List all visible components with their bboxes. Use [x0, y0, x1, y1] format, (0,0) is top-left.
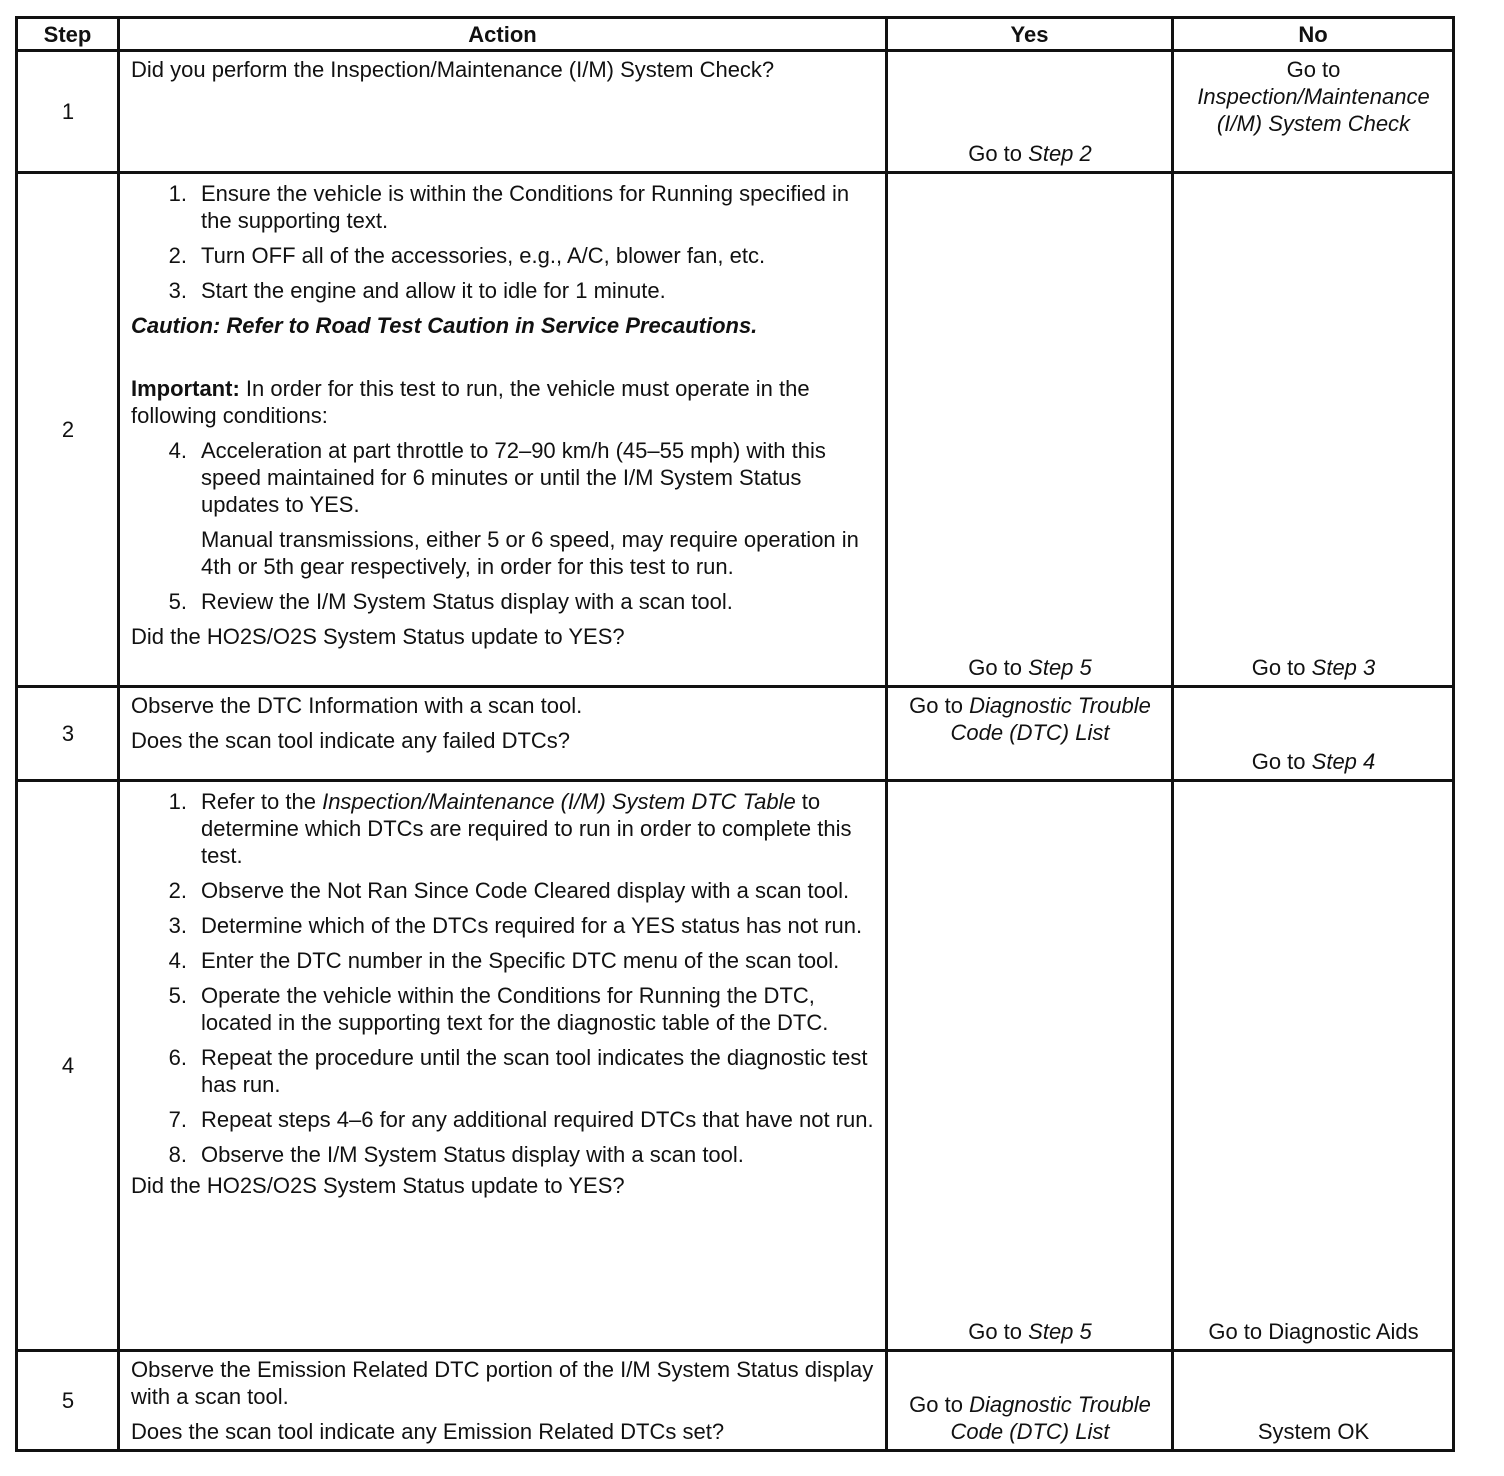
yes-link[interactable]: Step 2 — [1028, 141, 1092, 166]
step-number: 1 — [17, 51, 119, 173]
no-link[interactable]: Step 3 — [1311, 655, 1376, 680]
yes-cell — [887, 173, 1173, 687]
question: Does the scan tool indicate any failed DTCs? — [131, 728, 571, 753]
list-item: 2. Observe the Not Ran Since Code Cleared display with a scan tool. — [168, 878, 850, 903]
header-row — [17, 18, 1454, 51]
no-link[interactable]: Inspection/Maintenance (I/M) System Check — [1197, 84, 1430, 136]
list-item: 5. Review the I/M System Status display with a scan tool. — [168, 589, 733, 614]
yes-link[interactable]: Step 5 — [1028, 1319, 1092, 1344]
procedure-list — [131, 180, 875, 304]
header-yes: Yes — [887, 18, 1173, 51]
table-row-step-4 — [17, 781, 1454, 1351]
no-link[interactable]: Go to Diagnostic Aids — [1208, 1319, 1419, 1344]
header-step: Step — [17, 18, 119, 51]
step-number: 5 — [17, 1351, 119, 1451]
no-cell — [1173, 173, 1454, 687]
table-row-step-1 — [17, 51, 1454, 173]
no-cell — [1173, 687, 1454, 781]
action-cell — [119, 1351, 887, 1451]
action-cell — [119, 51, 887, 173]
diagnostic-table — [15, 16, 1455, 1452]
table-row-step-2 — [17, 173, 1454, 687]
yes-cell — [887, 51, 1173, 173]
list-item: 3. Start the engine and allow it to idle for 1 minute. — [168, 278, 666, 303]
action-cell — [119, 687, 887, 781]
list-item: 4. Enter the DTC number in the Specific DTC menu of the scan tool. — [168, 948, 840, 973]
list-item: 8. Observe the I/M System Status display with a scan tool. — [168, 1142, 744, 1167]
list-item: 3. Determine which of the DTCs required for a YES status has not run. — [168, 913, 863, 938]
header-no: No — [1173, 18, 1454, 51]
yes-cell — [887, 781, 1173, 1351]
list-item: 7. Repeat steps 4–6 for any additional required DTCs that have not run. — [168, 1107, 874, 1132]
question: Did the HO2S/O2S System Status update to YES? — [131, 624, 625, 649]
no-prefix: Go to — [1251, 655, 1306, 680]
caution-note: Caution: Refer to Road Test Caution in Service Precautions. — [131, 313, 758, 338]
no-cell — [1173, 51, 1454, 173]
no-result: System OK — [1257, 1419, 1370, 1444]
yes-prefix: Go to — [968, 655, 1023, 680]
table-row-step-3 — [17, 687, 1454, 781]
list-item: 2. Turn OFF all of the accessories, e.g., A/C, blower fan, etc. — [168, 243, 766, 268]
important-note: Important: In order for this test to run, the vehicle must operate in the following conditions: — [131, 376, 810, 428]
yes-link[interactable]: Diagnostic Trouble Code (DTC) List — [950, 1392, 1151, 1444]
yes-prefix: Go to — [909, 693, 963, 718]
yes-prefix: Go to — [909, 1392, 963, 1417]
step-number: 3 — [17, 687, 119, 781]
yes-link[interactable]: Step 5 — [1028, 655, 1092, 680]
question: Does the scan tool indicate any Emission Related DTCs set? — [131, 1419, 725, 1444]
instruction: Observe the DTC Information with a scan tool. — [131, 693, 583, 718]
yes-prefix: Go to — [968, 141, 1023, 166]
procedure-list — [131, 588, 875, 615]
yes-cell — [887, 687, 1173, 781]
header-action: Action — [119, 18, 887, 51]
yes-cell — [887, 1351, 1173, 1451]
question: Did you perform the Inspection/Maintenance (I/M) System Check? — [131, 57, 775, 82]
transmission-note: Manual transmissions, either 5 or 6 speed, may require operation in 4th or 5th gear respectively, in order for this test to run. — [201, 527, 859, 579]
list-item: 5. Operate the vehicle within the Conditions for Running the DTC, located in the supporting text for the diagnostic table of the DTC. — [168, 983, 829, 1035]
instruction: Observe the Emission Related DTC portion of the I/M System Status display with a scan tool. — [131, 1357, 874, 1409]
list-item: 4. Acceleration at part throttle to 72–90 km/h (45–55 mph) with this speed maintained for 6 minutes or until the I/M System Status updates to YES. — [168, 438, 826, 517]
procedure-list — [131, 437, 875, 518]
table-row-step-5 — [17, 1351, 1454, 1451]
list-item: 1. Refer to the Inspection/Maintenance (I/M) System DTC Table to determine which DTCs are required to run in order to complete this test. — [168, 789, 852, 868]
action-cell — [119, 173, 887, 687]
no-prefix: Go to — [1251, 749, 1306, 774]
no-link[interactable]: Step 4 — [1311, 749, 1376, 774]
list-item: 6. Repeat the procedure until the scan tool indicates the diagnostic test has run. — [168, 1045, 868, 1097]
list-item: 1. Ensure the vehicle is within the Conditions for Running specified in the supporting text. — [168, 181, 850, 233]
step-number: 2 — [17, 173, 119, 687]
dtc-table-link[interactable]: Inspection/Maintenance (I/M) System DTC Table — [322, 789, 796, 814]
step-number: 4 — [17, 781, 119, 1351]
yes-prefix: Go to — [968, 1319, 1023, 1344]
no-cell — [1173, 781, 1454, 1351]
no-prefix: Go to — [1286, 57, 1341, 82]
procedure-list — [131, 788, 875, 1168]
action-cell — [119, 781, 887, 1351]
no-cell — [1173, 1351, 1454, 1451]
question: Did the HO2S/O2S System Status update to YES? — [131, 1173, 625, 1198]
yes-link[interactable]: Diagnostic Trouble Code (DTC) List — [950, 693, 1151, 745]
